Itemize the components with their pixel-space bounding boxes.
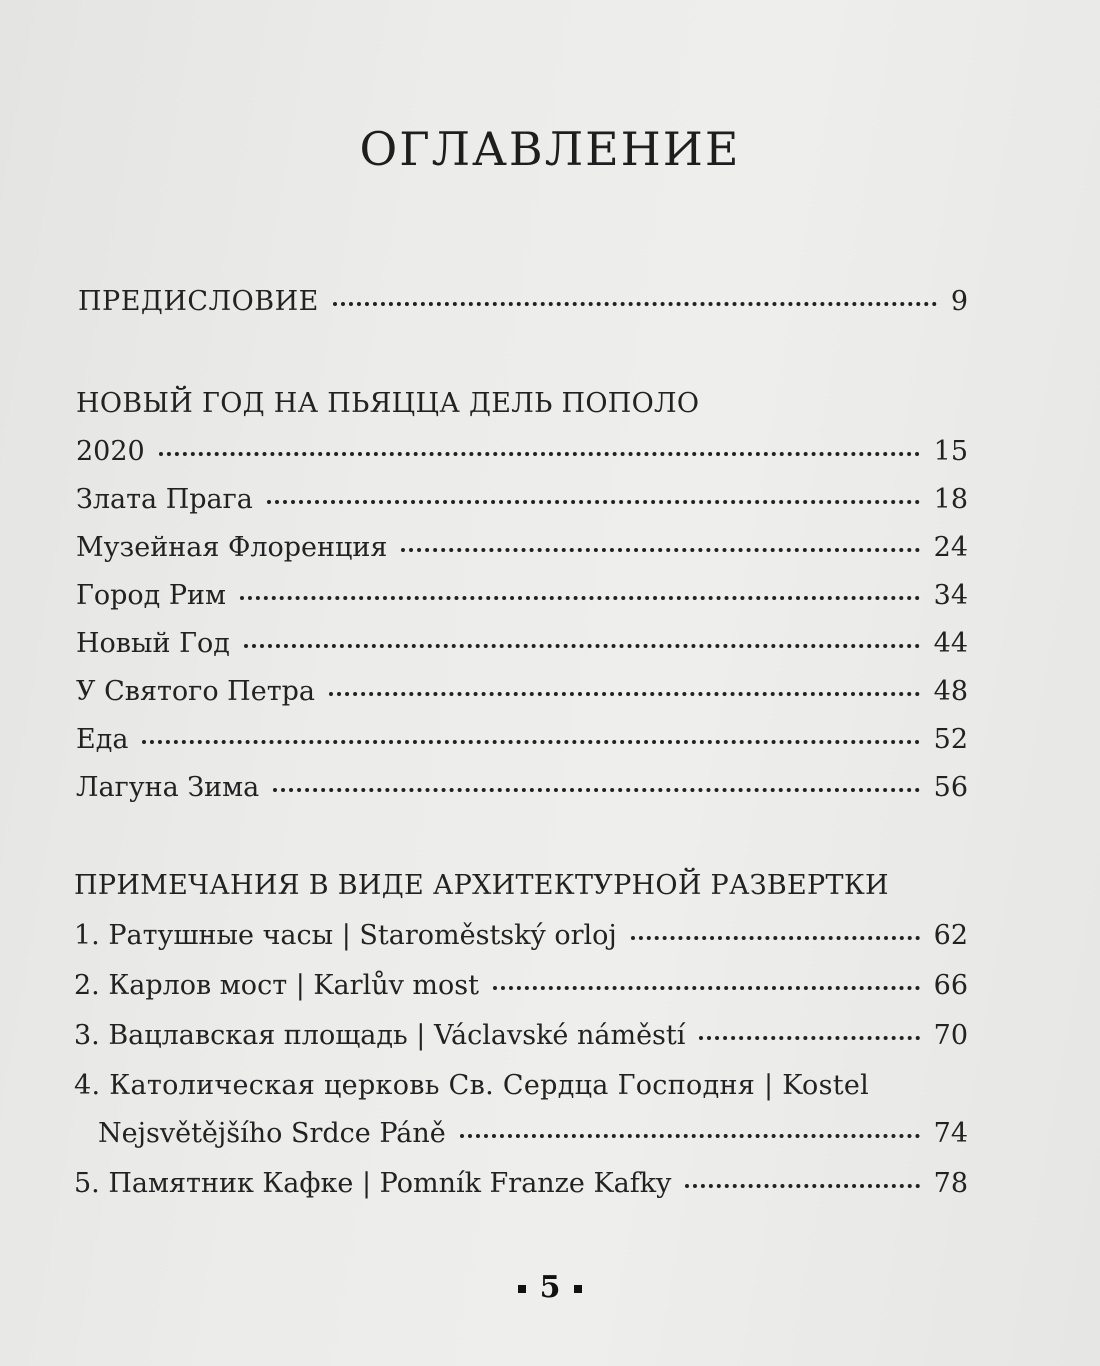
toc-page-number: 66 [933, 970, 968, 1001]
toc-entry [76, 772, 968, 803]
toc-entry-label: 2020 [76, 436, 145, 467]
toc-entry-label: У Святого Петра [76, 676, 316, 707]
dot-leader [460, 1134, 920, 1138]
dot-leader [159, 452, 920, 456]
toc-entry [98, 1118, 968, 1149]
toc-page-number: 18 [933, 484, 968, 515]
toc-entry-label: Лагуна Зима [76, 772, 260, 803]
toc-entry [76, 676, 968, 707]
toc-page-number: 24 [933, 532, 968, 563]
dot-leader [244, 644, 920, 648]
dot-leader [685, 1184, 919, 1188]
toc-entry [74, 1168, 968, 1199]
toc-entry [74, 970, 968, 1001]
dot-leader [401, 548, 919, 552]
toc-page-number: 15 [933, 436, 968, 467]
toc-entry-preface [78, 286, 968, 317]
toc-page-number: 56 [933, 772, 968, 803]
toc-entry [76, 484, 968, 515]
toc-entry-label: ПРЕДИСЛОВИЕ [78, 286, 319, 317]
toc-entry-label: Город Рим [76, 580, 227, 611]
section-heading: НОВЫЙ ГОД НА ПЬЯЦЦА ДЕЛЬ ПОПОЛО [76, 388, 700, 419]
toc-entry [76, 580, 968, 611]
page-number: 5 [539, 1270, 561, 1305]
toc-page-number: 9 [950, 286, 968, 317]
toc-page-number: 44 [933, 628, 968, 659]
toc-entry [74, 1020, 968, 1051]
dot-leader [142, 740, 919, 744]
toc-entry-label: Музейная Флоренция [76, 532, 388, 563]
bullet-icon [574, 1285, 582, 1293]
dot-leader [240, 596, 920, 600]
page-title: ОГЛАВЛЕНИЕ [359, 122, 741, 176]
toc-entry [76, 436, 968, 467]
toc-entry-label: 2. Карлов мост | Karlův most [74, 970, 479, 1001]
toc-page-number: 70 [933, 1020, 968, 1051]
toc-entry-label: Злата Прага [76, 484, 253, 515]
toc-page-number: 74 [933, 1118, 968, 1149]
toc-page-number: 52 [933, 724, 968, 755]
toc-entry [76, 724, 968, 755]
dot-leader [267, 500, 920, 504]
section-heading: ПРИМЕЧАНИЯ В ВИДЕ АРХИТЕКТУРНОЙ РАЗВЕРТКИ [74, 870, 889, 901]
toc-entry-label: 4. Католическая церковь Св. Сердца Господня | Kostel [74, 1070, 870, 1101]
dot-leader [273, 788, 919, 792]
toc-entry-label: Еда [76, 724, 129, 755]
dot-leader [631, 936, 920, 940]
toc-page-number: 62 [933, 920, 968, 951]
toc-entry-label: 5. Памятник Кафке | Pomník Franze Kafky [74, 1168, 672, 1199]
dot-leader [333, 302, 937, 306]
toc-entry-label: Новый Год [76, 628, 230, 659]
toc-page-number: 34 [933, 580, 968, 611]
toc-page-number: 78 [933, 1168, 968, 1199]
toc-entry [74, 920, 968, 951]
dot-leader [699, 1036, 919, 1040]
bullet-icon [518, 1285, 526, 1293]
toc-entry-continuation: Nejsvětějšího Srdce Páně [98, 1118, 446, 1149]
toc-page-number: 48 [933, 676, 968, 707]
dot-leader [493, 986, 920, 990]
toc-entry [76, 532, 968, 563]
toc-entry-label: 3. Вацлавская площадь | Václavské náměstí [74, 1020, 686, 1051]
page-footer [0, 1270, 1100, 1305]
dot-leader [329, 692, 920, 696]
toc-entry [76, 628, 968, 659]
toc-entry-label: 1. Ратушные часы | Staroměstský orloj [74, 920, 617, 951]
